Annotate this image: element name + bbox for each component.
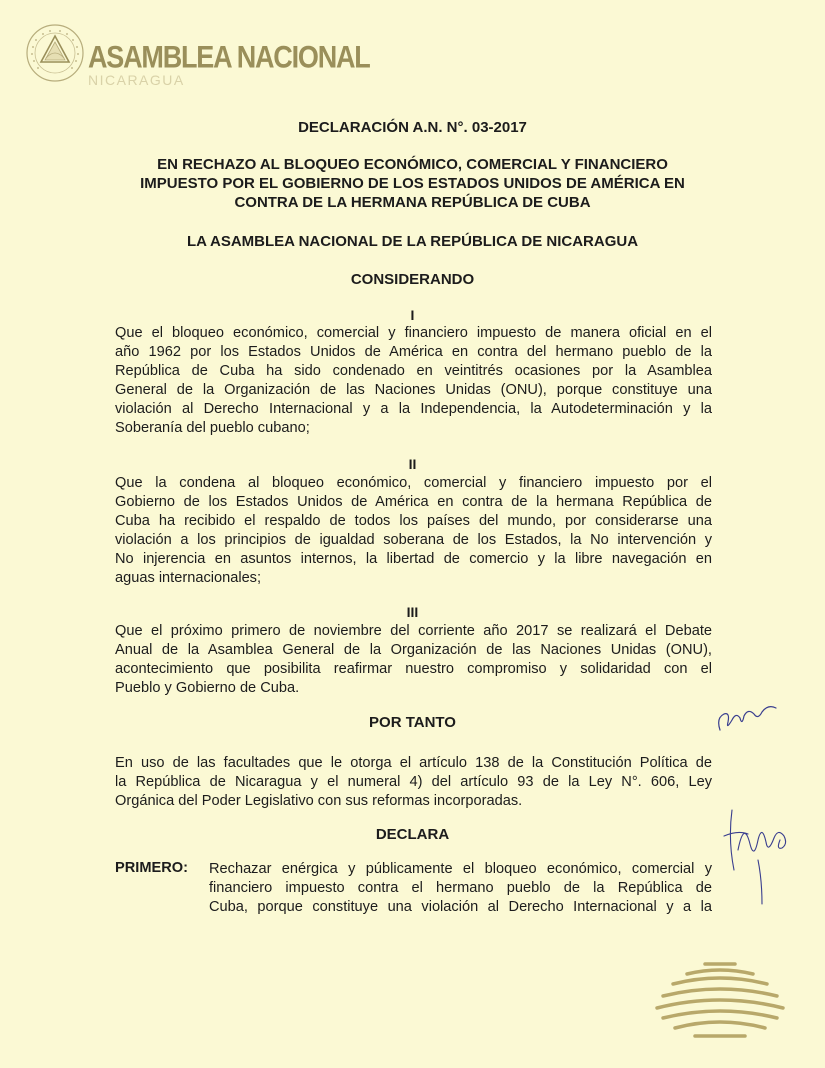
signature-icon bbox=[718, 800, 800, 910]
subject-line: IMPUESTO POR EL GOBIERNO DE LOS ESTADOS UNIDOS DE AMÉRICA EN bbox=[140, 175, 685, 192]
text-line: No injerencia en asuntos internos, la libertad de comercio y la libre navegación en bbox=[115, 551, 712, 567]
considerando-paragraph-i bbox=[115, 324, 712, 438]
organization-name: ASAMBLEA NACIONAL bbox=[88, 40, 370, 75]
resolve-text-primero bbox=[209, 860, 712, 917]
considerando-heading: CONSIDERANDO bbox=[350, 271, 475, 288]
resolve-label-primero: PRIMERO: bbox=[115, 860, 188, 876]
text-line: Anual de la Asamblea General de la Organización de las Naciones Unidas (ONU), bbox=[115, 642, 712, 658]
subject-line: CONTRA DE LA HERMANA REPÚBLICA DE CUBA bbox=[234, 194, 591, 211]
text-line: año 1962 por los Estados Unidos de América en contra del hermano pueblo de la bbox=[115, 344, 712, 360]
text-line: República de Cuba ha sido condenado en veintitrés ocasiones por la Asamblea bbox=[115, 363, 712, 379]
subject-line: EN RECHAZO AL BLOQUEO ECONÓMICO, COMERCIAL Y FINANCIERO bbox=[157, 156, 668, 173]
text-line: aguas internacionales; bbox=[115, 570, 262, 586]
text-line: Pueblo y Gobierno de Cuba. bbox=[115, 680, 300, 696]
text-line: Que el próximo primero de noviembre del corriente año 2017 se realizará el Debate bbox=[115, 623, 712, 639]
text-line: Que la condena al bloqueo económico, comercial y financiero impuesto por el bbox=[115, 475, 712, 491]
por-tanto-heading: POR TANTO bbox=[369, 714, 456, 731]
declara-heading: DECLARA bbox=[375, 826, 450, 843]
text-line: violación a los principios de igualdad soberana de los Estados, la No intervención y bbox=[115, 532, 712, 548]
emblem-icon bbox=[645, 960, 795, 1040]
declaration-subject bbox=[0, 155, 825, 212]
text-line: acontecimiento que posibilita reafirmar nuestro compromiso y solidaridad con el bbox=[115, 661, 712, 677]
text-line: Que el bloqueo económico, comercial y financiero impuesto de manera oficial en el bbox=[115, 325, 712, 341]
text-line: Soberanía del pueblo cubano; bbox=[115, 420, 310, 436]
text-line: En uso de las facultades que le otorga el artículo 138 de la Constitución Política de bbox=[115, 755, 712, 771]
text-line: financiero impuesto contra el hermano pueblo de la República de bbox=[209, 880, 712, 896]
considerando-paragraph-ii bbox=[115, 474, 712, 588]
por-tanto-paragraph bbox=[115, 754, 712, 811]
text-line: la República de Nicaragua y el numeral 4) del artículo 93 de la Ley N°. 606, Ley bbox=[115, 774, 712, 790]
text-line: violación al Derecho Internacional y a la Independencia, la Autodeterminación y la bbox=[115, 401, 712, 417]
numeral-i: I bbox=[410, 307, 415, 323]
organization-country: NICARAGUA bbox=[88, 72, 185, 88]
text-line: Cuba ha recibido el respaldo de todos los países del mundo, por considerarse una bbox=[115, 513, 712, 529]
numeral-iii: III bbox=[406, 604, 419, 620]
declaration-number: DECLARACIÓN A.N. N°. 03-2017 bbox=[298, 119, 527, 136]
header-logo bbox=[22, 18, 370, 98]
text-line: Gobierno de los Estados Unidos de América en contra de la hermana República de bbox=[115, 494, 712, 510]
seal-icon bbox=[22, 20, 88, 86]
signature-icon bbox=[714, 700, 780, 736]
text-line: General de la Organización de las Naciones Unidas (ONU), porque constituye una bbox=[115, 382, 712, 398]
numeral-ii: II bbox=[408, 456, 417, 472]
issuer-heading: LA ASAMBLEA NACIONAL DE LA REPÚBLICA DE NICARAGUA bbox=[186, 233, 639, 250]
considerando-paragraph-iii bbox=[115, 622, 712, 698]
text-line: Cuba, porque constituye una violación al Derecho Internacional y a la bbox=[209, 899, 712, 915]
text-line: Rechazar enérgica y públicamente el bloqueo económico, comercial y bbox=[209, 861, 712, 877]
text-line: Orgánica del Poder Legislativo con sus reformas incorporadas. bbox=[115, 793, 523, 809]
